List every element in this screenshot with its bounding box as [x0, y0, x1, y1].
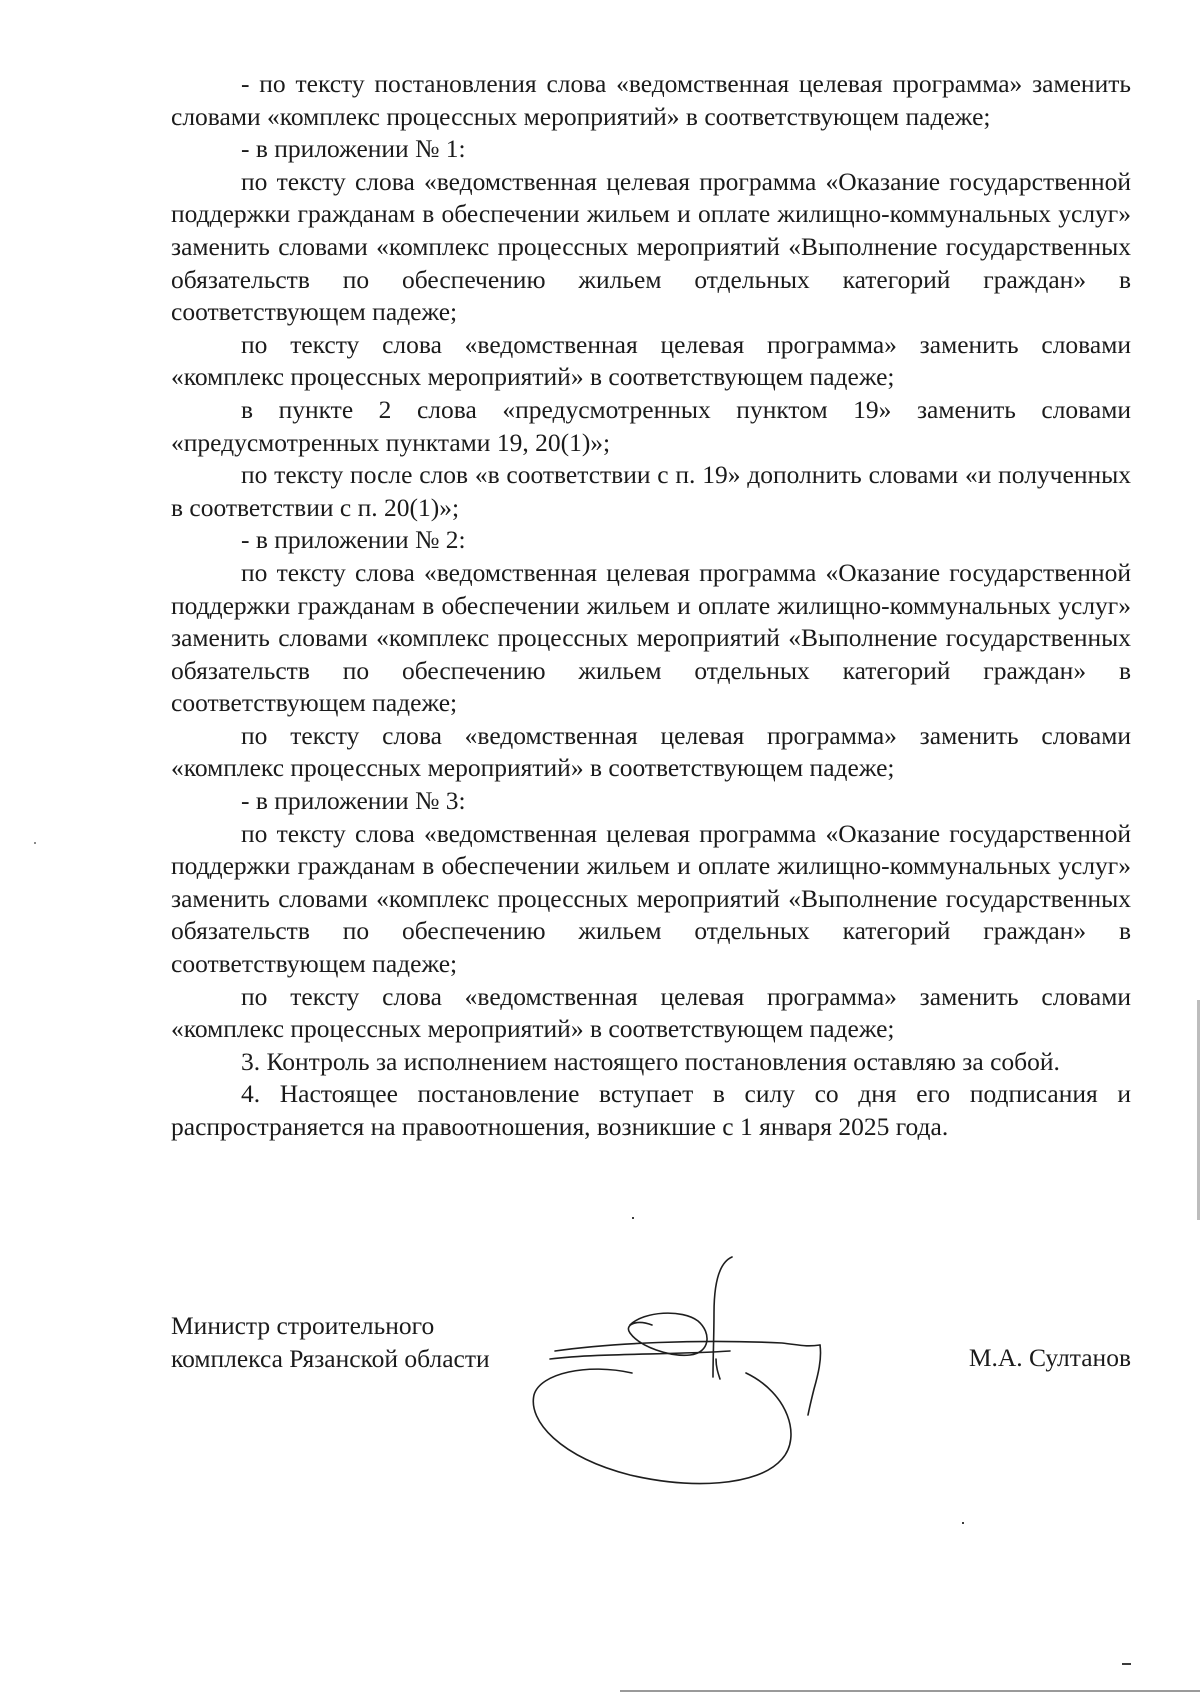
paragraph-effective-date-clause: 4. Настоящее постановление вступает в силу со дня его подписания и распространяется на правоотношения, возникшие с 1 января 2025 года. [171, 1079, 1131, 1141]
paragraph-appendix-3-item-1: по тексту слова «ведомственная целевая программа «Оказание государственной поддержки гражданам в обеспечении жильем и оплате жилищно-коммунальных услуг» заменить словами «комплекс процессных мероприятий «Выполнение государственных обязательств по обеспечению жильем отдельных категорий граждан» в соответствующем падеже; [171, 818, 1131, 979]
signature-strike-2 [550, 1351, 730, 1359]
scan-speck [962, 1522, 964, 1524]
signature-oval [533, 1369, 791, 1483]
paragraph-appendix-1-item-3: в пункте 2 слова «предусмотренных пунктом 19» заменить словами «предусмотренных пунктами 19, 20(1)»; [171, 394, 1131, 457]
signer-name: М.А. Султанов [968, 1343, 1131, 1372]
paragraph-appendix-1-item-4: по тексту после слов «в соответствии с п. 19» дополнить словами «и полученных в соответствии с п. 20(1)»; [171, 460, 1131, 522]
signature-crossing [716, 1359, 720, 1379]
signature-loop [628, 1313, 707, 1355]
paragraph-appendix-1-heading: - в приложении № 1: [241, 134, 466, 164]
paragraph-appendix-1-item-1: по тексту слова «ведомственная целевая программа «Оказание государственной поддержки гражданам в обеспечении жильем и оплате жилищно-коммунальных услуг» заменить словами «комплекс процессных мероприятий «Выполнение государственных обязательств по обеспечению жильем отдельных категорий граждан» в соответствующем падеже; [171, 166, 1131, 327]
signature-tail [808, 1345, 821, 1415]
scan-speck [632, 1217, 634, 1219]
paragraph-appendix-2-item-2: по тексту слова «ведомственная целевая программа» заменить словами «комплекс процессных мероприятий» в соответствующем падеже; [171, 720, 1131, 783]
paragraph-appendix-2-item-1: по тексту слова «ведомственная целевая программа «Оказание государственной поддержки гражданам в обеспечении жильем и оплате жилищно-коммунальных услуг» заменить словами «комплекс процессных мероприятий «Выполнение государственных обязательств по обеспечению жильем отдельных категорий граждан» в соответствующем падеже; [171, 557, 1131, 718]
document-body [171, 68, 1131, 1144]
scan-bottom-edge [620, 1690, 1200, 1692]
signer-position-line-1: Министр строительного [171, 1311, 435, 1340]
scan-speck [1122, 1663, 1131, 1665]
paragraph-appendix-3-heading: - в приложении № 3: [241, 786, 466, 816]
paragraph-amend-resolution-text: - по тексту постановления слова «ведомственная целевая программа» заменить словами «комплекс процессных мероприятий» в соответствующем падеже; [171, 69, 1131, 131]
paragraph-control-clause: 3. Контроль за исполнением настоящего постановления оставляю за собой. [241, 1046, 1060, 1076]
paragraph-appendix-2-heading: - в приложении № 2: [241, 525, 466, 555]
paragraph-appendix-1-item-2: по тексту слова «ведомственная целевая программа» заменить словами «комплекс процессных мероприятий» в соответствующем падеже; [171, 329, 1131, 392]
signature-strike [555, 1341, 820, 1351]
paragraph-appendix-3-item-2: по тексту слова «ведомственная целевая программа» заменить словами «комплекс процессных мероприятий» в соответствующем падеже; [171, 981, 1131, 1044]
scan-speck [34, 842, 36, 844]
handwritten-signature [520, 1255, 860, 1495]
signer-position-line-2: комплекса Рязанской области [171, 1343, 490, 1373]
